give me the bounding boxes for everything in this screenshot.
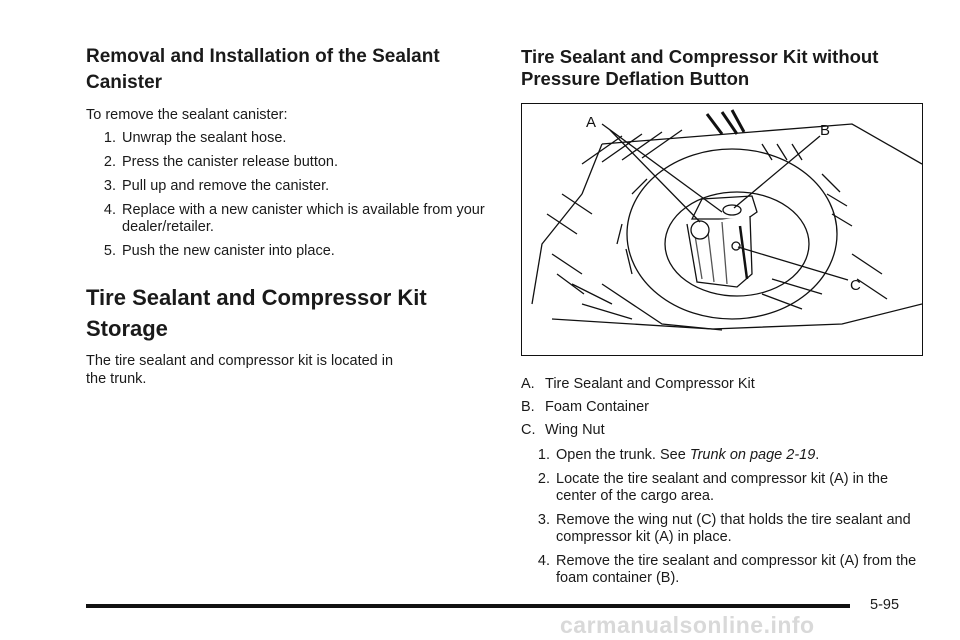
caption-text: Wing Nut xyxy=(545,422,605,438)
step-number: 3. xyxy=(537,512,550,528)
step-number: 1. xyxy=(537,447,550,463)
step-number: 2. xyxy=(103,154,116,170)
step-number: 2. xyxy=(537,471,550,487)
trunk-diagram xyxy=(522,104,922,355)
label-c: C xyxy=(850,277,861,294)
step-text: Unwrap the sealant hose. xyxy=(122,130,287,146)
list-item xyxy=(86,130,494,147)
step-number: 1. xyxy=(103,130,116,146)
step-text: Pull up and remove the canister. xyxy=(122,178,330,194)
caption-key: C. xyxy=(521,422,536,438)
list-item xyxy=(521,471,925,505)
step-text: Replace with a new canister which is available from your dealer/retailer. xyxy=(122,202,485,235)
caption-text: Foam Container xyxy=(545,399,649,415)
caption-text: Tire Sealant and Compressor Kit xyxy=(545,376,755,392)
heading-line-2: Pressure Deflation Button xyxy=(521,68,750,89)
list-item xyxy=(521,447,925,464)
caption-key: A. xyxy=(521,376,535,392)
page-number: 5-95 xyxy=(870,597,900,613)
list-item xyxy=(521,553,925,587)
removal-steps xyxy=(86,130,494,267)
list-item xyxy=(86,154,494,171)
heading-line-1: Removal and Installation of the Sealant xyxy=(86,46,440,67)
kit-illustration xyxy=(521,103,923,356)
step-text xyxy=(550,447,925,464)
step-number: 4. xyxy=(103,202,116,218)
caption-key: B. xyxy=(521,399,535,415)
step-number: 4. xyxy=(537,553,550,569)
step-number: 3. xyxy=(103,178,116,194)
heading-kit xyxy=(521,46,878,90)
body-line-1: The tire sealant and compressor kit is located in xyxy=(86,353,394,369)
figure-captions xyxy=(521,376,925,445)
heading-line-2: Storage xyxy=(86,316,168,341)
list-item xyxy=(86,202,494,236)
list-item xyxy=(86,243,494,260)
step-text: Remove the tire sealant and compressor kit (A) from the foam container (B). xyxy=(556,553,917,586)
list-item xyxy=(521,512,925,546)
heading-removal xyxy=(86,44,494,96)
heading-line-1: Tire Sealant and Compressor Kit xyxy=(86,285,427,310)
watermark: carmanualsonline.info xyxy=(560,612,815,638)
step-text: Remove the wing nut (C) that holds the tire sealant and compressor kit (A) in place. xyxy=(556,512,911,545)
heading-line-2: Canister xyxy=(86,72,163,93)
step-text: Push the new canister into place. xyxy=(122,243,335,259)
caption-b xyxy=(521,399,925,416)
storage-body xyxy=(86,352,393,388)
caption-a xyxy=(521,376,925,393)
heading-line-1: Tire Sealant and Compressor Kit without xyxy=(521,46,879,67)
caption-c xyxy=(521,422,925,439)
heading-storage xyxy=(86,282,427,344)
step-text-post: . xyxy=(815,447,820,463)
step-number: 5. xyxy=(103,243,116,259)
label-b: B xyxy=(820,122,831,139)
storage-steps xyxy=(521,447,925,594)
list-item xyxy=(86,178,494,195)
body-line-2: the trunk. xyxy=(86,371,147,387)
footer-rule xyxy=(86,604,850,608)
label-a: A xyxy=(586,114,597,131)
page-reference-link[interactable]: Trunk on page 2-19 xyxy=(689,447,816,463)
intro-text: To remove the sealant canister: xyxy=(86,107,288,123)
step-text-pre: Open the trunk. See xyxy=(556,447,690,463)
step-text: Locate the tire sealant and compressor kit (A) in the center of the cargo area. xyxy=(556,471,889,504)
step-text: Press the canister release button. xyxy=(122,154,339,170)
